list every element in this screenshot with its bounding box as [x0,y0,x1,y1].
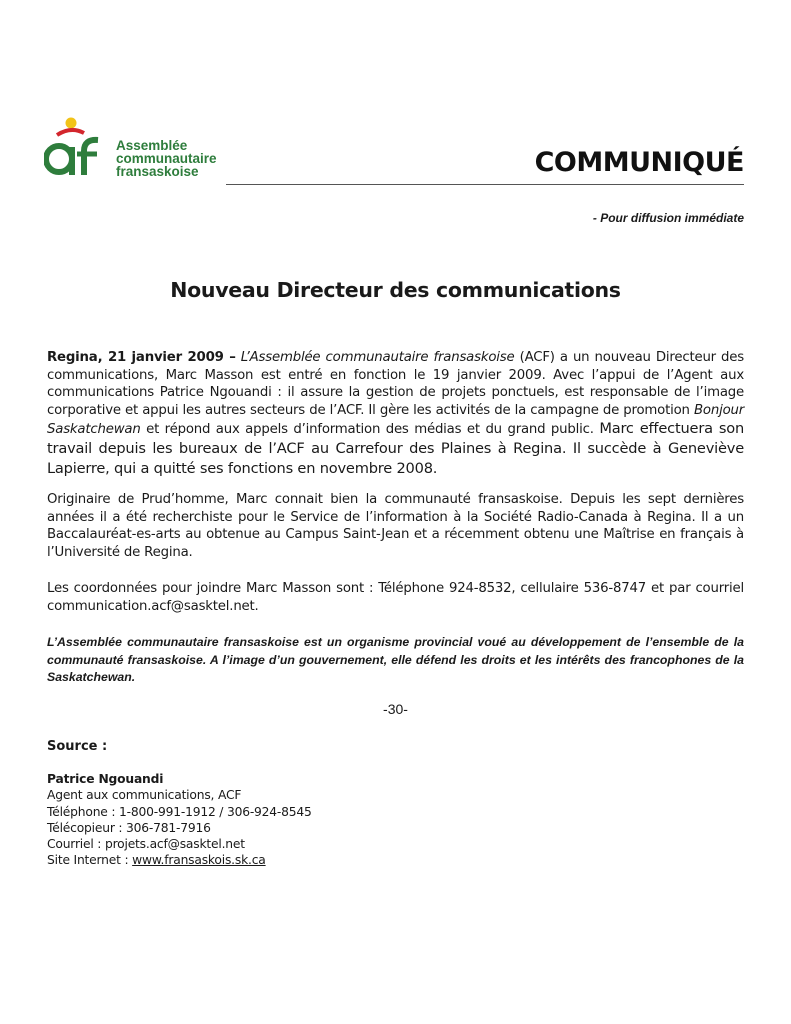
paragraph-contact-info: Les coordonnées pour joindre Marc Masson sont : Téléphone 924-8532, cellulaire 536-8747 et par courriel communication.acf@sasktel.net. [47,581,744,614]
source-contact-block [47,771,312,869]
headline: Nouveau Directeur des communications [170,278,621,302]
header-rule [226,184,744,185]
site-label: Site Internet : [47,853,133,868]
acf-logo-mark-icon [44,115,114,181]
paragraph-announcement [47,349,744,479]
contact-name: Patrice Ngouandi [47,772,164,786]
org-name-italic: L’Assemblée communautaire fransaskoise [240,350,515,365]
dateline: Regina, 21 janvier 2009 – [47,350,236,365]
logo-line-3: fransaskoise [116,164,199,179]
paragraph-background: Originaire de Prud’homme, Marc connait bien la communauté fransaskoise. Depuis les sept dernières années il a été recherchiste pour le Service de l’information à la Société Radio-Canada à Regina. Il a un Baccalauréat-es-arts au obtenue au Campus Saint-Jean et a récemment obtenu une Maîtrise en français à l’Université de Regina. [47,492,744,560]
announcement-text-b: et répond aux appels d’information des médias et du grand public. [140,422,600,437]
website-link[interactable]: www.fransaskois.sk.ca [132,853,266,868]
logo-line-2: communautaire [116,151,217,166]
contact-phone: Téléphone : 1-800-991-1912 / 306-924-8545 [47,804,312,819]
announcement-text-c: Marc effectuera son travail depuis les bureaux de l’ACF au Carrefour des Plaines à Regina. Il succède à Geneviève Lapierre, qui a quitté ses fonctions en novembre 2008. [47,420,744,477]
document-title: COMMUNIQUÉ [534,147,744,178]
contact-email: Courriel : projets.acf@sasktel.net [47,837,245,852]
source-label: Source : [47,739,108,754]
contact-role: Agent aux communications, ACF [47,788,242,803]
contact-fax: Télécopieur : 306-781-7916 [47,820,211,835]
campaign-name-italic: Bonjour Saskatchewan [47,402,744,437]
contact-site [47,852,312,868]
logo-line-1: Assemblée [116,138,188,153]
acf-logo [44,115,226,181]
end-marker: -30- [383,701,408,717]
paragraph-organization-statement: L’Assemblée communautaire fransaskoise est un organisme provincial voué au développement de l’ensemble de la communauté fransaskoise. A l’image d’un gouvernement, elle défend les droits et les intérêts des francophones de la Saskatchewan. [47,635,744,684]
logo-wordmark [116,139,217,178]
announcement-text-a: (ACF) a un nouveau Directeur des communications, Marc Masson est entré en fonction le 19 janvier 2009. Avec l’appui de l’Agent aux communications Patrice Ngouandi : il assure la gestion de projets ponctuels, est responsable de l’image corporative et appui les autres secteurs de l’ACF. Il gère les activités de la campagne de promotion [47,350,745,418]
release-notice: - Pour diffusion immédiate [592,211,744,225]
